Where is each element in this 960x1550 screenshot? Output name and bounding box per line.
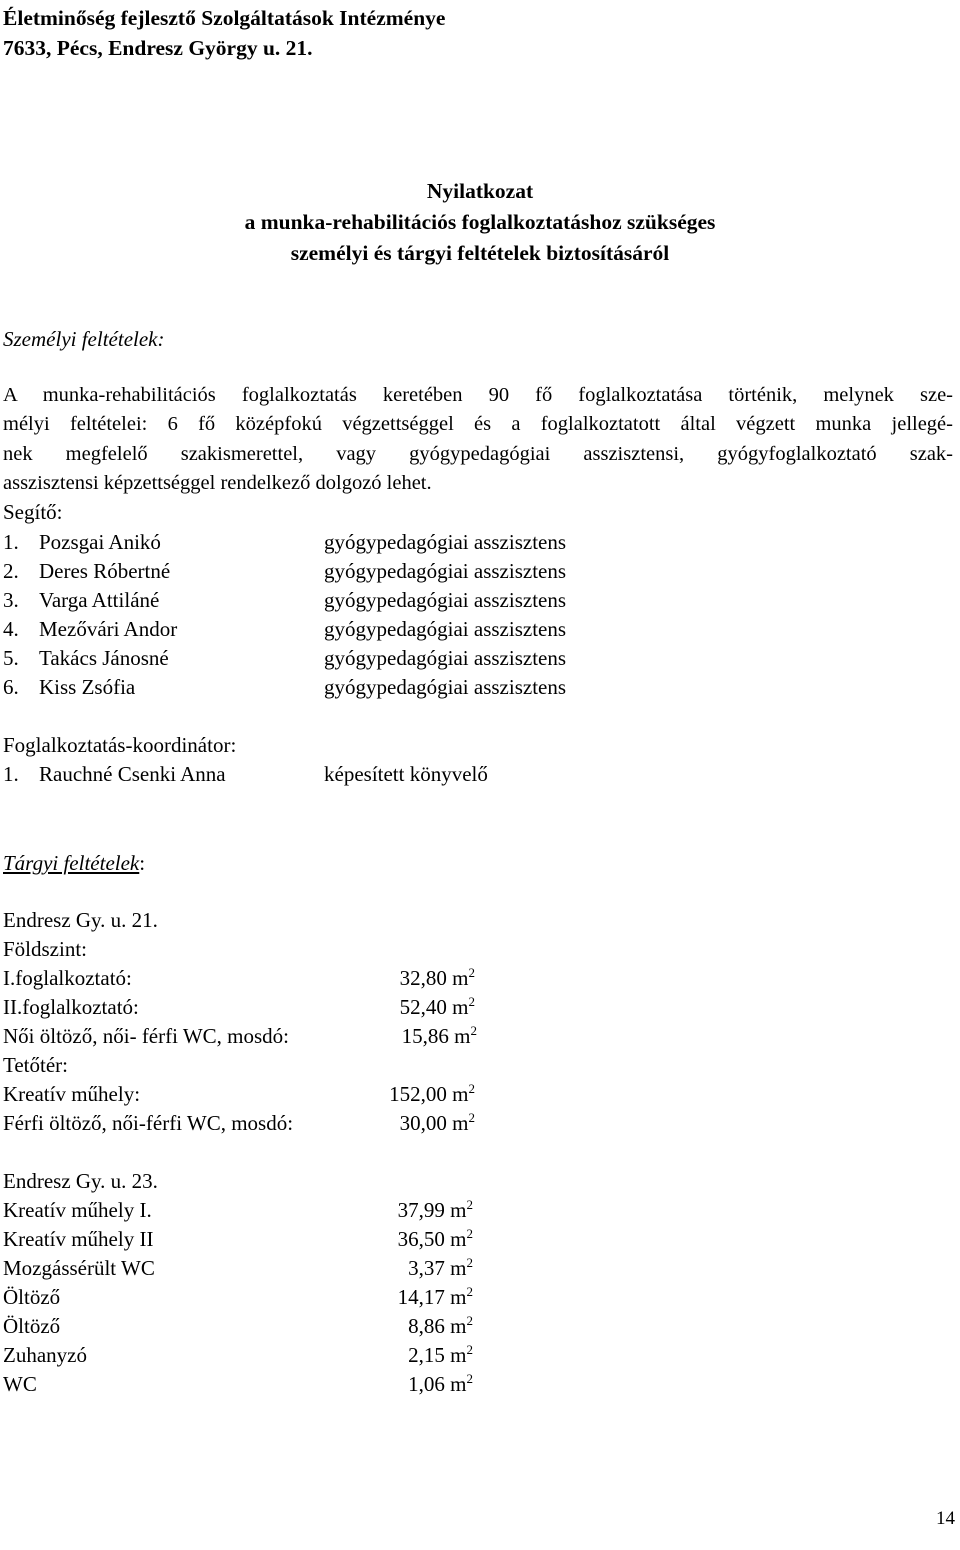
area-value: 15,86 $m^2$	[401, 1023, 477, 1048]
area-label: Kreatív műhely I.	[3, 1198, 152, 1222]
paragraph-line: asszisztensi képzettséggel rendelkező dolgozó lehet.	[3, 471, 432, 494]
area-value: 8,86 $m^2$	[408, 1313, 473, 1338]
area-label: Női öltöző, női- férfi WC, mosdó:	[3, 1024, 289, 1048]
paragraph-line: nek megfelelő szakismerettel, vagy gyógypedagógiai asszisztensi, gyógyfoglalkoztató szak-	[3, 442, 953, 465]
helper-name: Kiss Zsófia	[39, 675, 136, 699]
area-value: 14,17 $m^2$	[397, 1284, 473, 1309]
helper-number: 3.	[3, 588, 19, 612]
helper-name: Varga Attiláné	[39, 588, 160, 612]
coordinator-label: Foglalkoztatás-koordinátor:	[3, 733, 237, 757]
document-title: Nyilatkozat	[426, 179, 534, 203]
area-label: I.foglalkoztató:	[3, 966, 132, 990]
helper-name: Deres Róbertné	[39, 559, 171, 583]
helper-role: gyógypedagógiai asszisztens	[324, 588, 567, 612]
area-row	[3, 1254, 473, 1283]
area-label: Öltöző	[3, 1314, 61, 1338]
area-value: 52,40 $m^2$	[399, 994, 475, 1019]
coordinator-number: 1.	[3, 762, 19, 786]
helper-name: Takács Jánosné	[39, 646, 169, 670]
helper-number: 2.	[3, 559, 19, 583]
area-row	[3, 1283, 473, 1312]
material-heading-colon: :	[139, 851, 146, 875]
helper-role: gyógypedagógiai asszisztens	[324, 617, 567, 641]
area-row	[3, 1312, 473, 1341]
area-row	[3, 1196, 473, 1225]
helper-number: 5.	[3, 646, 19, 670]
area-row	[3, 1370, 473, 1399]
area-label: Kreatív műhely:	[3, 1082, 141, 1106]
helper-role: gyógypedagógiai asszisztens	[324, 559, 567, 583]
personal-conditions-paragraph	[3, 381, 953, 498]
area-label: Férfi öltöző, női-férfi WC, mosdó:	[3, 1111, 294, 1135]
area-row	[3, 993, 475, 1022]
paragraph-line: A munka-rehabilitációs foglalkoztatás keretében 90 fő foglalkoztatása történik, melynek sze-	[3, 384, 953, 406]
document-subtitle-line2: személyi és tárgyi feltételek biztosításáról	[290, 241, 670, 265]
area-row	[3, 1225, 473, 1254]
helper-name: Pozsgai Anikó	[39, 530, 161, 554]
area-value: 3,37 $m^2$	[408, 1255, 473, 1280]
area-row	[3, 1341, 473, 1370]
area-label: Mozgássérült WC	[3, 1256, 155, 1280]
area-value: 152,00 $m^2$	[389, 1081, 475, 1106]
helpers-label: Segítő:	[3, 500, 63, 524]
area-value: 30,00 $m^2$	[399, 1110, 475, 1135]
helper-name: Mezővári Andor	[39, 617, 178, 641]
helper-number: 6.	[3, 675, 19, 699]
document-subtitle-line1: a munka-rehabilitációs foglalkoztatáshoz szükséges	[244, 210, 716, 234]
area-label: II.foglalkoztató:	[3, 995, 139, 1019]
org-address: 7633, Pécs, Endresz György u. 21.	[3, 36, 313, 60]
org-name: Életminőség fejlesztő Szolgáltatások Intézménye	[3, 6, 446, 30]
helper-role: gyógypedagógiai asszisztens	[324, 646, 567, 670]
area-label: WC	[3, 1372, 37, 1396]
area-label: Zuhanyzó	[3, 1343, 87, 1367]
area-row	[3, 964, 475, 993]
attic-label: Tetőtér:	[3, 1053, 68, 1077]
personal-conditions-heading: Személyi feltételek:	[3, 327, 165, 351]
helper-number: 1.	[3, 530, 19, 554]
site2-address: Endresz Gy. u. 23.	[3, 1169, 158, 1193]
material-heading-text: Tárgyi feltételek	[3, 851, 140, 875]
area-value: 1,06 $m^2$	[408, 1371, 473, 1396]
area-value: 37,99 $m^2$	[397, 1197, 473, 1222]
coordinator-name: Rauchné Csenki Anna	[39, 762, 226, 786]
material-conditions-heading	[3, 849, 145, 878]
coordinator-role: képesített könyvelő	[324, 762, 488, 786]
helper-role: gyógypedagógiai asszisztens	[324, 675, 567, 699]
area-value: 36,50 $m^2$	[397, 1226, 473, 1251]
site1-address: Endresz Gy. u. 21.	[3, 908, 158, 932]
area-row	[3, 1109, 475, 1138]
area-row	[3, 1080, 475, 1109]
area-value: 2,15 $m^2$	[408, 1342, 473, 1367]
area-row	[3, 1022, 477, 1051]
helper-role: gyógypedagógiai asszisztens	[324, 530, 567, 554]
paragraph-line: mélyi feltételei: 6 fő középfokú végzettséggel és a foglalkoztatott által végzett munka jellegé-	[3, 413, 953, 436]
page-number: 14	[936, 1508, 955, 1529]
ground-floor-label: Földszint:	[3, 937, 88, 961]
helper-number: 4.	[3, 617, 19, 641]
area-value: 32,80 $m^2$	[399, 965, 475, 990]
area-label: Öltöző	[3, 1285, 61, 1309]
area-label: Kreatív műhely II	[3, 1227, 154, 1251]
